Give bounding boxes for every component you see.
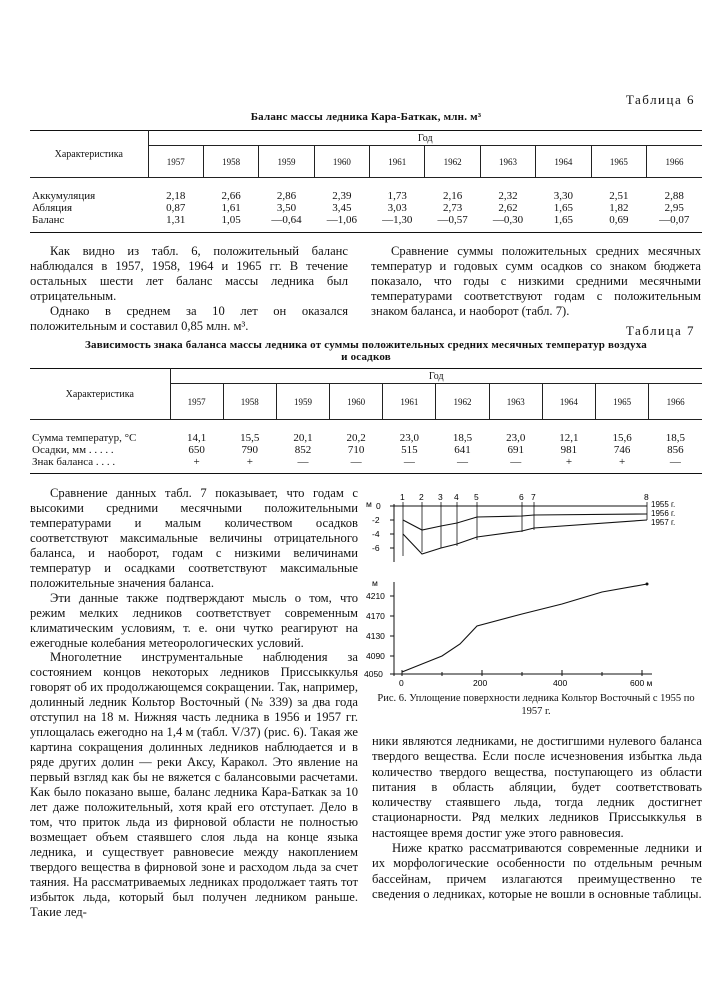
cell: 2,39 xyxy=(332,190,352,202)
table-row xyxy=(30,432,702,444)
figure-6-plot xyxy=(362,490,702,690)
table6 xyxy=(30,130,702,233)
cell: 1,73 xyxy=(387,190,407,202)
cell: 1,61 xyxy=(221,202,241,214)
bottom-y-tick: 4090 xyxy=(366,651,385,661)
table7-year: 1962 xyxy=(436,384,489,420)
cell: 14,1 xyxy=(186,432,207,444)
cell: 790 xyxy=(241,444,259,456)
top-y-tick: -2 xyxy=(372,515,380,525)
profile-endpoint xyxy=(646,583,649,586)
text-right-2 xyxy=(372,734,702,902)
cell: 852 xyxy=(294,444,312,456)
cell: 1,05 xyxy=(221,214,241,226)
bottom-y-tick: 4050 xyxy=(364,669,383,679)
cell: —0,07 xyxy=(659,214,690,226)
cell: 0,87 xyxy=(166,202,186,214)
table-row xyxy=(30,190,702,202)
table7-title-line2: и осадков xyxy=(341,351,391,363)
cell: — xyxy=(297,456,309,468)
cell: — xyxy=(510,456,522,468)
cell: —0,57 xyxy=(437,214,468,226)
cell: —0,30 xyxy=(492,214,524,226)
series-label-1955: 1955 г. xyxy=(651,500,676,509)
table6-year: 1959 xyxy=(259,146,314,178)
row-label: Аккумуляция xyxy=(32,190,96,202)
cell: + xyxy=(193,456,200,468)
table7-year: 1966 xyxy=(649,384,702,420)
paragraph: Многолетние инструментальные наблюдения за состоянием концов некоторых ледников Приссыккулья говорят об их продолжающемся сокращении. Так, например, долинный ледник Кольтор Восточный (№ 339) за два года отступил на 18 м. Нижняя часть ледника в 1956 и 1957 гг. уплощалась ежегодно на 1,4 м (табл. V/37) (рис. 6). Такая же картина сокращения долинных ледников наблюдается и в ряде других долин — реки Аксу, Каракол. Это явление на первый взгляд как бы не вяжется с балансовыми расчетами. Как было показано выше, баланс ледника Кара-Баткак за 10 лет даже положительный, хотя край его отступает. Дело в том, что приток льда из фирновой области не полностью возмещает объем стаявшего слоя льда на конце языка ледника, и существует равновесие между накоплением твердого вещества в фирновой зоне и расходом льда за счет таяния. На рассматриваемых ледниках продолжает таять тот избыток льда, который был получен ледником раньше. Такие лед- xyxy=(30,650,358,919)
figure-caption: Рис. 6. Уплощение поверхности ледника Кольтор Восточный с 1955 по 1957 г. xyxy=(377,693,695,717)
bottom-y-tick: 4130 xyxy=(366,631,385,641)
top-unit: м xyxy=(366,499,372,509)
cell: 1,65 xyxy=(553,214,574,226)
bottom-x-tick: 600 м xyxy=(630,678,653,688)
cell: 856 xyxy=(667,444,684,456)
table6-year: 1963 xyxy=(480,146,535,178)
text-right-1 xyxy=(371,244,701,319)
cell: 515 xyxy=(401,444,418,456)
table6-year-header: Год xyxy=(148,131,702,146)
point-label: 1 xyxy=(400,492,405,502)
table7-char-header: Характеристика xyxy=(30,369,170,420)
cell: 3,45 xyxy=(332,202,352,214)
bottom-x-tick: 0 xyxy=(399,678,404,688)
paragraph: Как видно из табл. 6, положительный баланс наблюдался в 1957, 1958, 1964 и 1965 гг. В течение остальных шести лет баланс массы ледника был отрицательным. xyxy=(30,244,348,303)
bottom-x-axis xyxy=(394,670,653,688)
longitudinal-profile-line xyxy=(402,584,647,672)
cell: 650 xyxy=(188,444,205,456)
cell: 18,5 xyxy=(452,432,473,444)
table7-year: 1959 xyxy=(276,384,329,420)
bottom-x-tick: 400 xyxy=(553,678,568,688)
point-label: 3 xyxy=(438,492,443,502)
paragraph: Сравнение суммы положительных средних месячных температур и годовых сумм осадков со знаком бюджета показало, что годы с низкими средними месячными температурами соответствуют годам с положительным знаком баланса, и наоборот (табл. 7). xyxy=(371,244,701,318)
row-label: Осадки, мм . . . . . xyxy=(32,444,114,456)
point-label: 5 xyxy=(474,492,479,502)
row-label: Баланс xyxy=(32,214,65,226)
cell: 15,6 xyxy=(612,432,632,444)
cell: 2,73 xyxy=(443,202,463,214)
table-row xyxy=(30,214,702,233)
top-y-tick: -4 xyxy=(372,529,380,539)
series-1956 xyxy=(403,514,647,530)
profile-points xyxy=(400,492,649,556)
cell: 0,69 xyxy=(609,214,629,226)
table6-year: 1962 xyxy=(425,146,480,178)
cell: 691 xyxy=(507,444,524,456)
bottom-unit: м xyxy=(372,578,378,588)
cell: —1,06 xyxy=(326,214,357,226)
cell: 3,50 xyxy=(276,202,297,214)
cell: 2,66 xyxy=(221,190,241,202)
table-row xyxy=(30,202,702,214)
table6-year: 1960 xyxy=(314,146,369,178)
table7-year-header: Год xyxy=(170,369,702,384)
bottom-y-tick: 4210 xyxy=(366,591,385,601)
cell: + xyxy=(246,456,253,468)
cell: 2,18 xyxy=(166,190,186,202)
cell: 2,32 xyxy=(498,190,518,202)
table7-year: 1965 xyxy=(596,384,649,420)
cell: 746 xyxy=(613,444,631,456)
cell: 981 xyxy=(560,444,578,456)
table6-title: Баланс массы ледника Кара-Баткак, млн. м³ xyxy=(250,111,482,123)
cell: 23,0 xyxy=(506,432,526,444)
point-label: 7 xyxy=(531,492,536,502)
table7-year: 1961 xyxy=(383,384,436,420)
cell: 2,16 xyxy=(443,190,463,202)
top-y-tick: -6 xyxy=(372,543,380,553)
table7-title-line1: Зависимость знака баланса массы ледника от суммы положительных средних месячных температур воздуха xyxy=(85,339,647,351)
cell: + xyxy=(619,456,626,468)
point-label: 8 xyxy=(644,492,649,502)
series-label-1956: 1956 г. xyxy=(651,509,676,518)
cell: 710 xyxy=(347,444,365,456)
cell: 3,03 xyxy=(387,202,407,214)
cell: 2,88 xyxy=(664,190,684,202)
table6-year: 1966 xyxy=(647,146,702,178)
table7-year: 1957 xyxy=(170,384,223,420)
table6-char-header: Характеристика xyxy=(30,131,148,178)
series-1957 xyxy=(403,520,647,554)
table6-year: 1958 xyxy=(203,146,258,178)
point-label: 6 xyxy=(519,492,524,502)
text-left-2 xyxy=(30,486,358,920)
table7-title xyxy=(30,339,702,363)
cell: —0,64 xyxy=(271,214,302,226)
top-y-axis xyxy=(372,501,394,562)
bottom-y-axis xyxy=(364,582,394,679)
cell: —1,30 xyxy=(382,214,413,226)
bottom-x-tick: 200 xyxy=(473,678,488,688)
row-label: Сумма температур, °С xyxy=(32,432,137,444)
cell: 20,1 xyxy=(293,432,313,444)
table-row xyxy=(30,456,702,474)
cell: 641 xyxy=(454,444,471,456)
cell: + xyxy=(565,456,573,468)
cell: 2,51 xyxy=(609,190,629,202)
table6-year: 1965 xyxy=(591,146,646,178)
bottom-y-tick: 4170 xyxy=(366,611,385,621)
top-y-tick: 0 xyxy=(376,501,381,511)
table-row xyxy=(30,444,702,456)
cell: 18,5 xyxy=(665,432,685,444)
cell: 12,1 xyxy=(559,432,579,444)
series-label-1957: 1957 г. xyxy=(651,518,676,527)
cell: 2,62 xyxy=(498,202,518,214)
cell: — xyxy=(669,456,681,468)
table7-year: 1964 xyxy=(542,384,595,420)
cell: 23,0 xyxy=(399,432,419,444)
text-left-1 xyxy=(30,244,348,334)
table6-year: 1964 xyxy=(536,146,591,178)
paragraph: ники являются ледниками, не достигшими нулевого баланса твердого вещества. Если после исчезновения избытка льда количество твердого вещества, поступающего из области питания в область абляции, будет соответствовать количеству стаявшего льда, тогда ледник достигнет стационарности. Ряд мелких ледников Приссыккулья в настоящее время достиг уже этого равновесия. xyxy=(372,734,702,840)
paragraph: Эти данные также подтверждают мысль о том, что режим мелких ледников соответствует современным климатическим условиям, т. е. они чутко реагируют на ежегодные колебания метеорологических условий. xyxy=(30,590,358,650)
table7 xyxy=(30,368,702,474)
cell: 3,30 xyxy=(553,190,574,202)
row-label: Знак баланса . . . . xyxy=(32,456,116,468)
cell: — xyxy=(457,456,469,468)
point-label: 2 xyxy=(419,492,424,502)
table7-year: 1958 xyxy=(223,384,276,420)
table6-year: 1957 xyxy=(148,146,203,178)
point-label: 4 xyxy=(454,492,459,502)
cell: 20,2 xyxy=(346,432,366,444)
cell: 1,31 xyxy=(166,214,186,226)
cell: 1,65 xyxy=(553,202,574,214)
cell: 1,82 xyxy=(609,202,629,214)
table7-year: 1960 xyxy=(330,384,383,420)
table7-label: Таблица 7 xyxy=(625,323,695,338)
row-label: Абляция xyxy=(32,202,73,214)
cell: 2,95 xyxy=(664,202,684,214)
paragraph: Ниже кратко рассматриваются современные ледники и их морфологические особенности по отдельным речным бассейнам, причем излагаются преимущественно те сведения о ледниках, которые не вошли в основные таблицы. xyxy=(372,841,702,901)
cell: — xyxy=(350,456,362,468)
cell: 15,5 xyxy=(240,432,260,444)
table6-label: Таблица 6 xyxy=(625,92,695,107)
table7-year: 1963 xyxy=(489,384,542,420)
cell: — xyxy=(403,456,415,468)
cell: 2,86 xyxy=(276,190,297,202)
paragraph: Сравнение данных табл. 7 показывает, что годам с высокими средними месячными положительными температурами и малым количеством осадков соответствуют максимальные величины отрицательного баланса, и наоборот, годам с низкими величинами температур и осадками соответствуют максимальные положительные значения баланса. xyxy=(30,486,358,590)
paragraph: Однако в среднем за 10 лет он оказался положительным и составил 0,85 млн. м³. xyxy=(30,304,348,333)
table6-year: 1961 xyxy=(370,146,425,178)
